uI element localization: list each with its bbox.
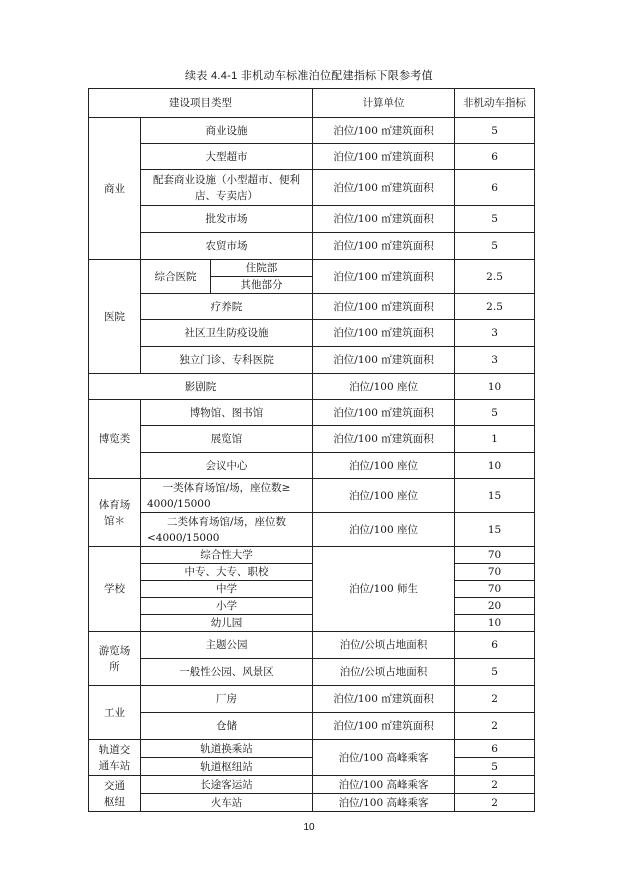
item-value: 6 [455, 170, 535, 206]
item-unit: 泊位/100 座位 [313, 479, 455, 513]
table-row [89, 144, 535, 170]
item-name: 综合性大学 [141, 547, 313, 564]
item-unit: 泊位/公顷占地面积 [313, 659, 455, 686]
group-parks-line1: 游览场 [98, 644, 131, 657]
item-value: 2 [455, 794, 535, 812]
item-unit: 泊位/100 高峰乘客 [313, 794, 455, 812]
item-name: 主题公园 [141, 632, 313, 659]
table-row [89, 453, 535, 479]
item-name-line1: 二类体育场馆/场，座位数 [166, 515, 287, 528]
item-value: 6 [455, 740, 535, 758]
table-row [89, 479, 535, 513]
table-row [89, 320, 535, 347]
item-name: 仓储 [141, 713, 313, 740]
item-name-line1: 配套商业设施（小型超市、便利 [153, 173, 301, 186]
item-value: 70 [455, 547, 535, 564]
item-name [141, 170, 313, 206]
item-value: 5 [455, 233, 535, 260]
table-row [89, 659, 535, 686]
item-name [141, 479, 313, 513]
table-row [89, 233, 535, 260]
item-name: 独立门诊、专科医院 [141, 347, 313, 374]
group-commerce: 商业 [89, 118, 141, 260]
table-row [89, 581, 535, 598]
item-unit: 泊位/100 高峰乘客 [313, 776, 455, 794]
table-row [89, 632, 535, 659]
group-rail [89, 740, 141, 776]
table-header-row [89, 89, 535, 118]
page-number: 10 [303, 822, 315, 833]
item-value: 2 [455, 713, 535, 740]
item-name: 疗养院 [141, 294, 313, 320]
table-row [89, 374, 535, 400]
item-name: 火车站 [141, 794, 313, 812]
item-name [141, 513, 313, 547]
group-sports [89, 479, 141, 547]
group-rail-line1: 轨道交 [98, 743, 131, 756]
item-value: 10 [455, 453, 535, 479]
item-value: 2.5 [455, 294, 535, 320]
group-parks [89, 632, 141, 686]
parking-index-table [88, 88, 535, 812]
table-row [89, 794, 535, 812]
item-value: 6 [455, 632, 535, 659]
item-name: 商业设施 [141, 118, 313, 144]
item-unit: 泊位/100 ㎡建筑面积 [313, 426, 455, 453]
item-general-hospital: 综合医院 [141, 260, 211, 294]
item-value: 2.5 [455, 260, 535, 294]
item-unit: 泊位/100 ㎡建筑面积 [313, 294, 455, 320]
table-row [89, 547, 535, 564]
item-unit: 泊位/100 ㎡建筑面积 [313, 206, 455, 233]
item-value: 5 [455, 118, 535, 144]
item-value: 5 [455, 206, 535, 233]
item-name: 一般性公园、风景区 [141, 659, 313, 686]
item-name: 展览馆 [141, 426, 313, 453]
item-value: 5 [455, 758, 535, 776]
item-unit: 泊位/公顷占地面积 [313, 632, 455, 659]
item-unit: 泊位/100 ㎡建筑面积 [313, 320, 455, 347]
item-name: 社区卫生防疫设施 [141, 320, 313, 347]
item-cinema: 影剧院 [89, 374, 313, 400]
item-name-line1: 一类体育场馆/场，座位数≥ [162, 481, 291, 494]
group-hub-line2: 枢纽 [104, 795, 125, 808]
table-row [89, 118, 535, 144]
item-name: 轨道枢纽站 [141, 758, 313, 776]
item-unit: 泊位/100 ㎡建筑面积 [313, 233, 455, 260]
item-name: 大型超市 [141, 144, 313, 170]
item-value: 6 [455, 144, 535, 170]
table-row [89, 713, 535, 740]
group-sports-line1: 体育场 [98, 498, 131, 511]
table-row [89, 400, 535, 426]
item-unit: 泊位/100 座位 [313, 374, 455, 400]
item-name: 批发市场 [141, 206, 313, 233]
header-index: 非机动车指标 [455, 89, 535, 118]
item-value: 10 [455, 615, 535, 632]
table-row [89, 294, 535, 320]
group-sports-line2: 馆＊ [104, 514, 125, 527]
table-row [89, 347, 535, 374]
item-name: 小学 [141, 598, 313, 615]
group-school: 学校 [89, 547, 141, 632]
item-unit: 泊位/100 座位 [313, 453, 455, 479]
item-value: 2 [455, 776, 535, 794]
table-caption: 续表 4.4-1 非机动车标准泊位配建指标下限参考值 [185, 70, 433, 82]
group-hub [89, 776, 141, 812]
table-row [89, 564, 535, 581]
table-row [89, 615, 535, 632]
item-name-line2: <4000/15000 [147, 531, 220, 544]
item-name: 幼儿园 [141, 615, 313, 632]
item-name-line2: 店、专卖店） [195, 189, 259, 202]
item-value: 3 [455, 347, 535, 374]
item-value: 70 [455, 581, 535, 598]
table-row [89, 740, 535, 758]
item-value: 10 [455, 374, 535, 400]
item-unit: 泊位/100 ㎡建筑面积 [313, 400, 455, 426]
item-name: 轨道换乘站 [141, 740, 313, 758]
item-value: 3 [455, 320, 535, 347]
table-row [89, 206, 535, 233]
item-inpatient: 住院部 [211, 260, 313, 277]
item-value: 1 [455, 426, 535, 453]
group-parks-line2: 所 [109, 660, 120, 673]
item-unit: 泊位/100 ㎡建筑面积 [313, 118, 455, 144]
item-value: 15 [455, 513, 535, 547]
item-value: 15 [455, 479, 535, 513]
item-name: 厂房 [141, 686, 313, 713]
item-value: 5 [455, 400, 535, 426]
group-hospital: 医院 [89, 260, 141, 374]
table-row [89, 598, 535, 615]
item-unit: 泊位/100 ㎡建筑面积 [313, 713, 455, 740]
table-row [89, 170, 535, 206]
table-row [89, 686, 535, 713]
item-unit: 泊位/100 师生 [313, 547, 455, 632]
table-row [89, 776, 535, 794]
item-value: 5 [455, 659, 535, 686]
item-unit: 泊位/100 ㎡建筑面积 [313, 144, 455, 170]
item-value: 70 [455, 564, 535, 581]
item-name: 农贸市场 [141, 233, 313, 260]
item-unit: 泊位/100 ㎡建筑面积 [313, 347, 455, 374]
item-name: 中专、大专、职校 [141, 564, 313, 581]
table-row [89, 426, 535, 453]
item-unit: 泊位/100 ㎡建筑面积 [313, 686, 455, 713]
table-row [89, 260, 535, 277]
item-name: 中学 [141, 581, 313, 598]
table-row [89, 513, 535, 547]
item-name-line2: 4000/15000 [147, 497, 211, 510]
item-name: 会议中心 [141, 453, 313, 479]
group-hub-line1: 交通 [104, 779, 125, 792]
item-value: 20 [455, 598, 535, 615]
item-unit: 泊位/100 ㎡建筑面积 [313, 260, 455, 294]
item-name: 博物馆、图书馆 [141, 400, 313, 426]
item-unit: 泊位/100 高峰乘客 [313, 740, 455, 776]
header-unit: 计算单位 [313, 89, 455, 118]
header-type: 建设项目类型 [89, 89, 313, 118]
table-row [89, 758, 535, 776]
item-value: 2 [455, 686, 535, 713]
group-exhibition: 博览类 [89, 400, 141, 479]
group-industry: 工业 [89, 686, 141, 740]
item-unit: 泊位/100 ㎡建筑面积 [313, 170, 455, 206]
item-unit: 泊位/100 座位 [313, 513, 455, 547]
item-other: 其他部分 [211, 277, 313, 294]
group-rail-line2: 通车站 [98, 759, 131, 772]
item-name: 长途客运站 [141, 776, 313, 794]
